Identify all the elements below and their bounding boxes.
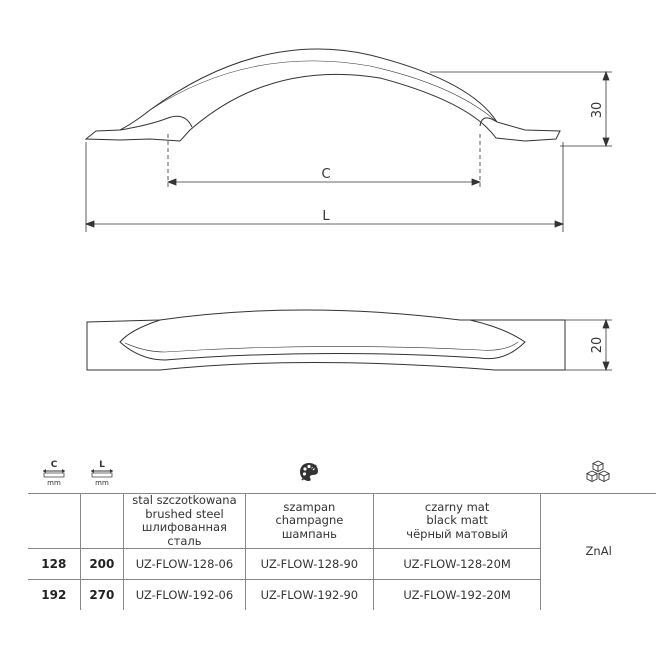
- table-row: 192 270 UZ-FLOW-192-06 UZ-FLOW-192-90 UZ-FLOW-192-20M: [28, 580, 656, 611]
- table-row: 128 200 UZ-FLOW-128-06 UZ-FLOW-128-90 UZ-FLOW-128-20M: [28, 549, 656, 580]
- c-spacing-icon: [41, 458, 67, 486]
- cubes-icon: [584, 459, 612, 485]
- spec-table: [28, 453, 656, 610]
- svg-text:mm: mm: [47, 478, 61, 486]
- finish-header-black: czarny mat black matt чёрный матовый: [373, 494, 540, 549]
- c-spacing-icon-cell: [28, 453, 80, 494]
- material-icon-cell: [541, 453, 656, 494]
- material-value: ZnAl: [541, 494, 656, 611]
- l-length-icon: [89, 458, 115, 486]
- handle-side-view: [86, 49, 560, 141]
- svg-text:mm: mm: [95, 478, 109, 486]
- finish-icon-cell: [245, 453, 373, 494]
- palette-icon: [298, 461, 320, 483]
- l-length-icon-cell: [80, 453, 123, 494]
- finish-header-champagne: szampan champagne шампань: [245, 494, 373, 549]
- handle-top-view: [87, 310, 565, 370]
- finish-header-steel: stal szczotkowana brushed steel шлифованная сталь: [124, 494, 246, 549]
- dim-height-side-label: 30: [590, 101, 605, 119]
- svg-text:C: C: [50, 459, 58, 470]
- dim-c-label: C: [321, 167, 331, 182]
- dimension-lines: [86, 72, 612, 370]
- dim-height-top-label: 20: [590, 336, 605, 354]
- dim-l-label: L: [322, 209, 330, 224]
- svg-text:L: L: [98, 459, 105, 470]
